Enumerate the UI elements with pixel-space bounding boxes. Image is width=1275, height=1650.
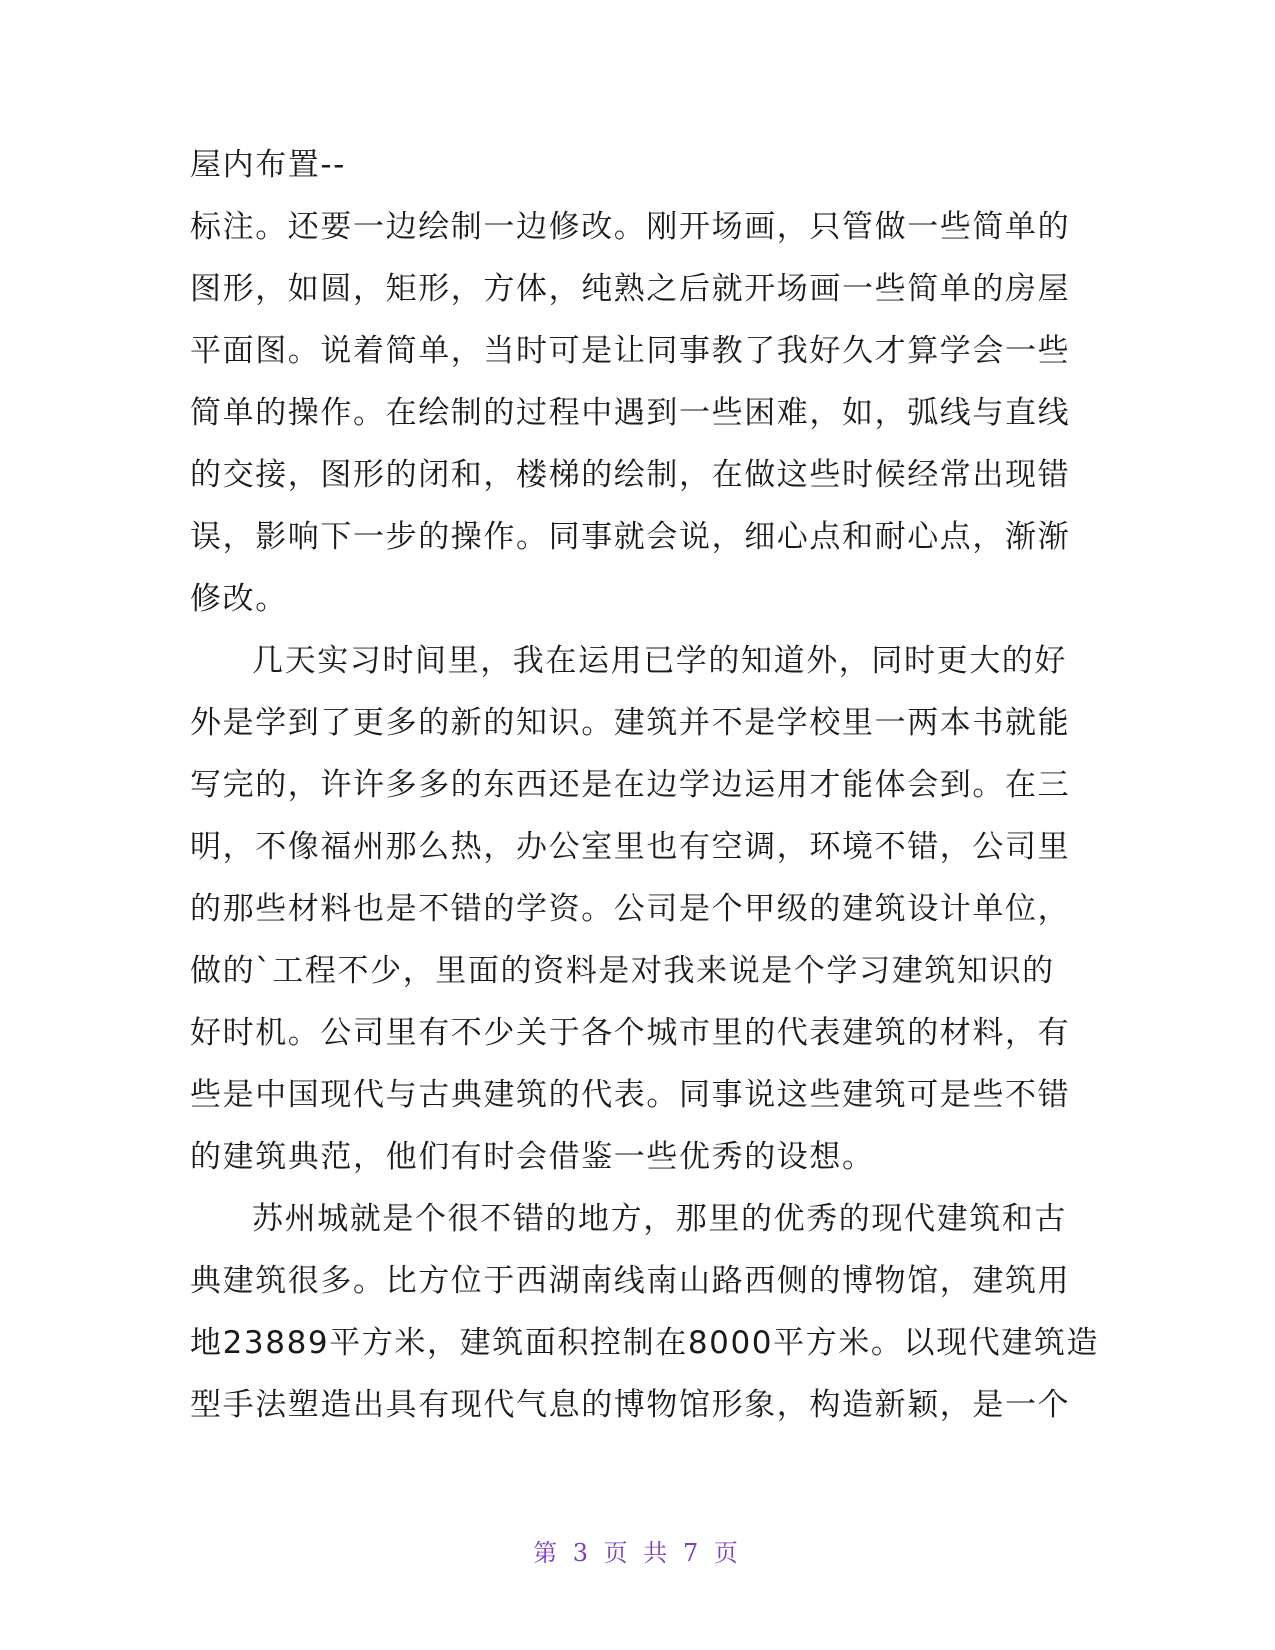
text-line-12: 明，不像福州那么热，办公室里也有空调，环境不错，公司里: [190, 829, 1071, 865]
text-line-17: 的建筑典范，他们有时会借鉴一些优秀的设想。: [190, 1139, 875, 1175]
text-line-14: 做的`工程不少，里面的资料是对我来说是个学习建筑知识的: [190, 953, 1055, 989]
text-line-19: 典建筑很多。比方位于西湖南线南山路西侧的博物馆，建筑用: [190, 1263, 1071, 1299]
text-line-4: 平面图。说着简单，当时可是让同事教了我好久才算学会一些: [190, 333, 1071, 369]
text-line-11: 写完的，许许多多的东西还是在边学边运用才能体会到。在三: [190, 767, 1071, 803]
text-line-2: 标注。还要一边绘制一边修改。刚开场画，只管做一些简单的: [190, 209, 1071, 245]
text-line-10: 外是学到了更多的新的知识。建筑并不是学校里一两本书就能: [190, 705, 1071, 741]
text-line-1: 屋内布置--: [190, 147, 346, 183]
text-line-7: 误，影响下一步的操作。同事就会说，细心点和耐心点，渐渐: [190, 519, 1071, 555]
text-line-13: 的那些材料也是不错的学资。公司是个甲级的建筑设计单位，: [190, 891, 1071, 927]
text-line-6: 的交接，图形的闭和，楼梯的绘制，在做这些时候经常出现错: [190, 457, 1071, 493]
text-line-18: 苏州城就是个很不错的地方，那里的优秀的现代建筑和古: [252, 1201, 1067, 1237]
text-line-8: 修改。: [190, 581, 288, 617]
text-line-15: 好时机。公司里有不少关于各个城市里的代表建筑的材料，有: [190, 1015, 1071, 1051]
text-line-21: 型手法塑造出具有现代气息的博物馆形象，构造新颖，是一个: [190, 1387, 1071, 1423]
text-line-16: 些是中国现代与古典建筑的代表。同事说这些建筑可是些不错: [190, 1077, 1071, 1113]
text-line-9: 几天实习时间里，我在运用已学的知道外，同时更大的好: [252, 643, 1067, 679]
page-number-footer: 第 3 页 共 7 页: [533, 1539, 742, 1567]
text-line-20: 地23889平方米，建筑面积控制在8000平方米。以现代建筑造: [190, 1325, 1100, 1361]
text-line-5: 简单的操作。在绘制的过程中遇到一些困难，如，弧线与直线: [190, 395, 1071, 431]
text-line-3: 图形，如圆，矩形，方体，纯熟之后就开场画一些简单的房屋: [190, 271, 1071, 307]
